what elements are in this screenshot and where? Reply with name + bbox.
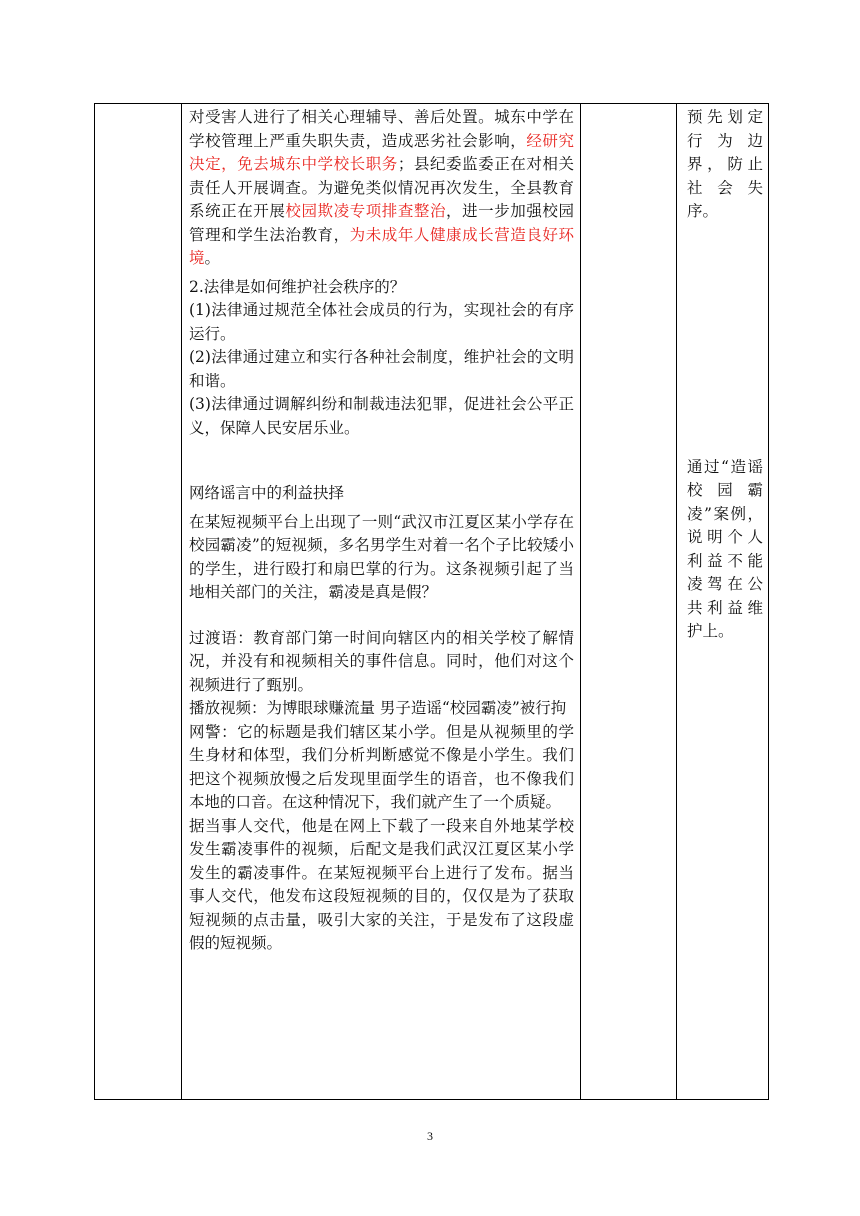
content-cell bbox=[182, 104, 581, 1100]
notes-cell bbox=[677, 104, 769, 1100]
design-note-1: 预先划定行为边界，防止社会失序。 bbox=[687, 108, 763, 220]
answer-1: (1)法律通过规范全体社会成员的行为，实现社会的有序运行。 bbox=[189, 301, 574, 343]
design-note-2: 通过“造谣校园霸凌”案例，说明个人利益不能凌驾在公共利益维护上。 bbox=[687, 457, 763, 640]
question-2: 2.法律是如何维护社会秩序的？ bbox=[189, 277, 406, 296]
lesson-table bbox=[94, 103, 769, 1100]
highlight-bullying-campaign: 校园欺凌专项排查整治 bbox=[285, 202, 447, 220]
answer-2: (2)法律通过建立和实行各种社会制度，维护社会的文明和谐。 bbox=[189, 348, 574, 390]
empty-cell-3 bbox=[581, 104, 677, 1100]
police-paragraph: 网警：它的标题是我们辖区某小学。但是从视频里的学生身材和体型，我们分析判断感觉不像是小学生。我们把这个视频放慢之后发现里面学生的语音，也不像我们本地的口音。在这种情况下，我们就产生了一个质疑。 bbox=[189, 722, 574, 811]
paragraph-school-handling: 对受害人进行了相关心理辅导、善后处置。城东中学在学校管理上严重失职失责，造成恶劣社会影响，经研究决定，免去城东中学校长职务；县纪委监委正在对相关责任人开展调查。为避免类似情况再次发生，全县教育系统正在开展校园欺凌专项排查整治，进一步加强校园管理和学生法治教育，为未成年人健康成长营造良好环境。 bbox=[189, 108, 574, 267]
case-paragraph: 在某短视频平台上出现了一则“武汉市江夏区某小学存在校园霸凌”的短视频，多名男学生对着一名个子比较矮小的学生，进行殴打和扇巴掌的行为。这条视频引起了当地相关部门的关注，霸凌是真是假？ bbox=[189, 512, 574, 601]
video-paragraph: 播放视频：为博眼球赚流量 男子造谣“校园霸凌”被行拘 bbox=[189, 699, 567, 717]
page-number: 3 bbox=[427, 1129, 433, 1143]
highlight-principal-removed: 经研究决定，免去城东中学校长职务 bbox=[189, 131, 574, 173]
confession-paragraph: 据当事人交代，他是在网上下载了一段来自外地某学校发生霸凌事件的视频，后配文是我们武汉江夏区某小学发生的霸凌事件。在某短视频平台上进行了发布。据当事人交代，他发布这段短视频的目的，仅仅是为了获取短视频的点击量，吸引大家的关注，于是发布了这段虚假的短视频。 bbox=[189, 816, 574, 952]
transition-paragraph: 过渡语：教育部门第一时间向辖区内的相关学校了解情况，并没有和视频相关的事件信息。同时，他们对这个视频进行了甄别。 bbox=[189, 628, 574, 694]
section-title: 网络谣言中的利益抉择 bbox=[189, 484, 345, 502]
answer-3: (3)法律通过调解纠纷和制裁违法犯罪，促进社会公平正义，保障人民安居乐业。 bbox=[189, 395, 574, 437]
empty-cell-1 bbox=[95, 104, 182, 1100]
highlight-good-environment: 为未成年人健康成长营造良好环境 bbox=[189, 225, 574, 267]
table-row bbox=[95, 104, 769, 1100]
